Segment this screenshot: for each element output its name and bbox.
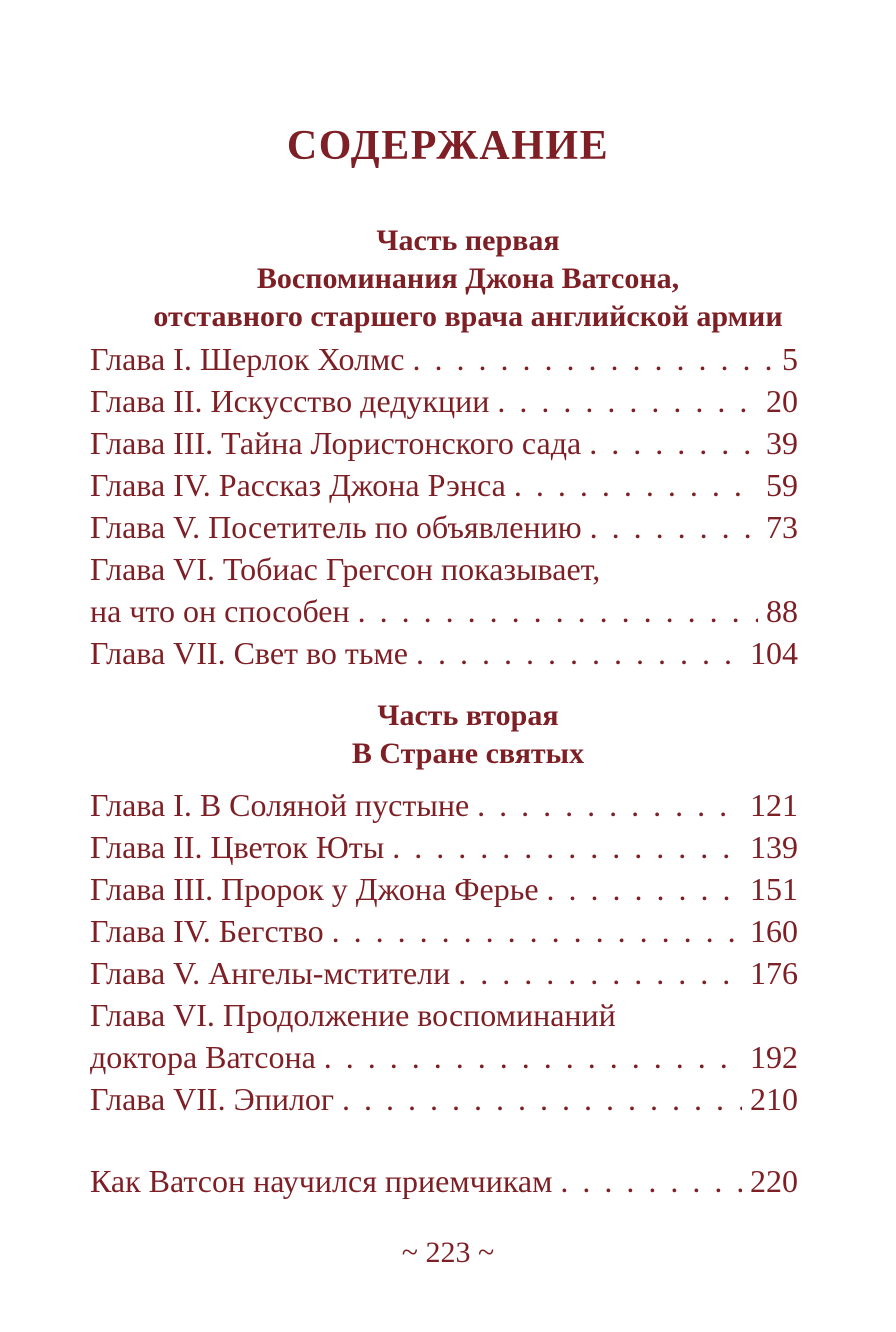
- dot-leader: [392, 826, 742, 868]
- dot-leader: [458, 952, 742, 994]
- toc-entry-page: 192: [750, 1039, 798, 1075]
- dot-leader: [497, 380, 758, 422]
- dot-leader: [358, 590, 758, 632]
- toc-entry[interactable]: [90, 464, 798, 506]
- part-two-toc: [90, 784, 798, 1120]
- toc-entry[interactable]: [90, 506, 798, 548]
- dot-leader: [547, 868, 742, 910]
- part-one-title-line2: отставного старшего врача английской армии: [153, 300, 783, 333]
- toc-entry[interactable]: [90, 422, 798, 464]
- part-one-heading: [40, 222, 896, 336]
- dot-leader: [514, 464, 758, 506]
- toc-entry-page: 5: [782, 341, 798, 377]
- dot-leader: [332, 910, 742, 952]
- toc-entry-title-first-line[interactable]: Глава VI. Тобиас Грегсон показывает,: [90, 551, 601, 587]
- toc-entry-title: Глава V. Посетитель по объявлению: [90, 509, 582, 545]
- toc-entry-page: 210: [750, 1081, 798, 1117]
- toc-entry-page: 88: [766, 593, 798, 629]
- toc-entry[interactable]: [90, 632, 798, 674]
- toc-entry-title-first-line[interactable]: Глава VI. Продолжение воспоминаний: [90, 997, 616, 1033]
- toc-entry-title: Как Ватсон научился приемчикам: [90, 1163, 553, 1199]
- toc-entry-page: 73: [766, 509, 798, 545]
- toc-entry-title: Глава IV. Бегство: [90, 913, 324, 949]
- toc-entry-title: Глава V. Ангелы-мстители: [90, 955, 451, 991]
- toc-entry[interactable]: [90, 1078, 798, 1120]
- dot-leader: [342, 1078, 742, 1120]
- toc-entry-title: Глава II. Цветок Юты: [90, 829, 385, 865]
- toc-entry-title: Глава I. Шерлок Холмс: [90, 341, 405, 377]
- appendix-toc: [90, 1160, 798, 1202]
- toc-entry[interactable]: [90, 784, 798, 826]
- dot-leader: [590, 506, 758, 548]
- toc-entry-title: Глава VII. Свет во тьме: [90, 635, 408, 671]
- toc-entry-page: 160: [750, 913, 798, 949]
- toc-entry[interactable]: [90, 590, 798, 632]
- toc-entry-page: 139: [750, 829, 798, 865]
- toc-entry-title: Глава III. Пророк у Джона Ферье: [90, 871, 539, 907]
- toc-entry[interactable]: [90, 1036, 798, 1078]
- part-two-label: Часть вторая: [377, 699, 559, 732]
- dot-leader: [589, 422, 758, 464]
- toc-entry-page: 59: [766, 467, 798, 503]
- toc-entry-page: 176: [750, 955, 798, 991]
- toc-entry[interactable]: [90, 338, 798, 380]
- toc-entry-title: Глава IV. Рассказ Джона Рэнса: [90, 467, 506, 503]
- dot-leader: [477, 784, 742, 826]
- toc-entry-title: Глава III. Тайна Лористонского сада: [90, 425, 582, 461]
- part-one-toc: [90, 338, 798, 674]
- toc-entry-page: 121: [750, 787, 798, 823]
- toc-entry-page: 20: [766, 383, 798, 419]
- part-one-label: Часть первая: [376, 224, 560, 257]
- toc-entry-page: 104: [750, 635, 798, 671]
- toc-entry-title-continuation: на что он способен: [90, 593, 350, 629]
- toc-entry[interactable]: [90, 910, 798, 952]
- toc-entry-page: 220: [750, 1163, 798, 1199]
- toc-entry[interactable]: [90, 380, 798, 422]
- part-two-title: В Стране святых: [351, 737, 585, 770]
- toc-entry-page: 151: [750, 871, 798, 907]
- toc-entry-appendix[interactable]: [90, 1160, 798, 1202]
- dot-leader: [560, 1160, 742, 1202]
- toc-entry-title-continuation: доктора Ватсона: [90, 1039, 316, 1075]
- page-title: СОДЕРЖАНИЕ: [286, 123, 610, 169]
- dot-leader: [412, 338, 774, 380]
- toc-entry-page: 39: [766, 425, 798, 461]
- dot-leader: [324, 1036, 742, 1078]
- toc-entry-title: Глава VII. Эпилог: [90, 1081, 335, 1117]
- toc-entry-title: Глава I. В Соляной пустыне: [90, 787, 470, 823]
- part-two-heading: [40, 697, 896, 773]
- dot-leader: [416, 632, 742, 674]
- toc-entry[interactable]: [90, 826, 798, 868]
- toc-entry[interactable]: [90, 952, 798, 994]
- page-number: ~ 223 ~: [401, 1236, 495, 1269]
- part-one-title-line1: Воспоминания Джона Ватсона,: [256, 262, 680, 295]
- toc-entry[interactable]: [90, 868, 798, 910]
- toc-entry-title: Глава II. Искусство дедукции: [90, 383, 490, 419]
